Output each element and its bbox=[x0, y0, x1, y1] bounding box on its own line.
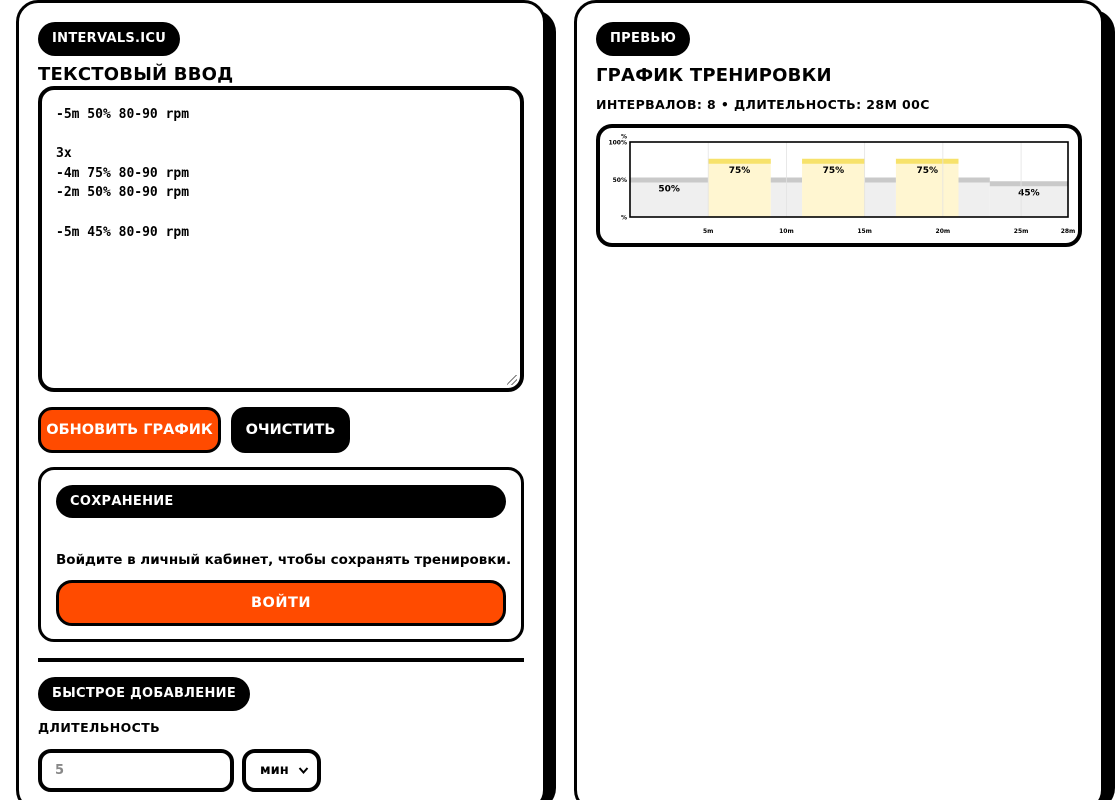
chart-segment-cap-4 bbox=[802, 159, 865, 164]
chart-y-tick-label: 100% bbox=[608, 139, 627, 147]
chart-segment-cap-5 bbox=[865, 178, 896, 183]
resize-handle[interactable] bbox=[507, 375, 517, 385]
section-divider bbox=[38, 658, 524, 662]
chart-segment-label: 75% bbox=[728, 165, 751, 176]
intervals-icu-badge: INTERVALS.ICU bbox=[38, 22, 180, 56]
workout-textarea[interactable] bbox=[38, 86, 524, 392]
duration-placeholder: 5 bbox=[55, 763, 65, 778]
chart-segment-label: 45% bbox=[1018, 188, 1040, 199]
duration-unit-select[interactable] bbox=[242, 749, 321, 792]
chart-segment-cap-2 bbox=[708, 159, 771, 164]
chart-x-tick-label: 15m bbox=[857, 228, 872, 235]
chart-y-tick-label: 50% bbox=[612, 177, 627, 184]
clear-button[interactable]: ОЧИСТИТЬ bbox=[231, 407, 350, 453]
duration-unit-value: мин bbox=[260, 763, 289, 778]
chart-segment-label: 75% bbox=[916, 165, 938, 176]
chart-x-tick-label: 20m bbox=[935, 228, 951, 235]
text-input-title: ТЕКСТОВЫЙ ВВОД bbox=[38, 64, 234, 85]
chevron-down-icon bbox=[298, 753, 309, 800]
save-header: СОХРАНЕНИЕ bbox=[56, 485, 506, 518]
duration-label: ДЛИТЕЛЬНОСТЬ bbox=[38, 720, 161, 735]
chart-x-tick-label: 28m bbox=[1060, 228, 1076, 235]
quick-add-badge: БЫСТРОЕ ДОБАВЛЕНИЕ bbox=[38, 677, 250, 711]
chart-segment-cap-7 bbox=[959, 178, 990, 183]
workout-summary: ИНТЕРВАЛОВ: 8 • ДЛИТЕЛЬНОСТЬ: 28М 00С bbox=[596, 97, 930, 112]
save-card bbox=[38, 467, 524, 642]
workout-text[interactable]: -5m 50% 80-90 rpm 3x -4m 75% 80-90 rpm -2m 50% 80-90 rpm -5m 45% 80-90 rpm bbox=[56, 107, 190, 240]
workout-chart-title: ГРАФИК ТРЕНИРОВКИ bbox=[596, 65, 832, 86]
update-chart-button[interactable]: ОБНОВИТЬ ГРАФИК bbox=[38, 407, 221, 453]
chart-segment-cap-8 bbox=[990, 181, 1068, 186]
workout-chart-svg bbox=[600, 128, 1078, 243]
chart-segment-cap-6 bbox=[896, 159, 959, 164]
preview-badge: ПРЕВЬЮ bbox=[596, 22, 690, 56]
chart-segment-5 bbox=[865, 180, 896, 218]
chart-x-tick-label: 25m bbox=[1013, 228, 1029, 235]
workout-chart bbox=[596, 124, 1082, 247]
chart-segment-label: 75% bbox=[822, 165, 845, 176]
chart-x-tick-label: 5m bbox=[702, 228, 714, 235]
preview-panel bbox=[574, 0, 1104, 800]
chart-segment-7 bbox=[959, 180, 990, 218]
chart-y-tick-label: % bbox=[620, 133, 627, 141]
login-button[interactable]: ВОЙТИ bbox=[56, 580, 506, 626]
chart-segment-cap-1 bbox=[630, 178, 708, 183]
duration-input[interactable] bbox=[38, 749, 234, 792]
login-prompt-text: Войдите в личный кабинет, чтобы сохранять тренировки. bbox=[56, 552, 512, 568]
chart-x-tick-label: 10m bbox=[779, 228, 794, 235]
chart-y-tick-label: % bbox=[620, 214, 627, 222]
chart-segment-label: 50% bbox=[658, 184, 680, 195]
